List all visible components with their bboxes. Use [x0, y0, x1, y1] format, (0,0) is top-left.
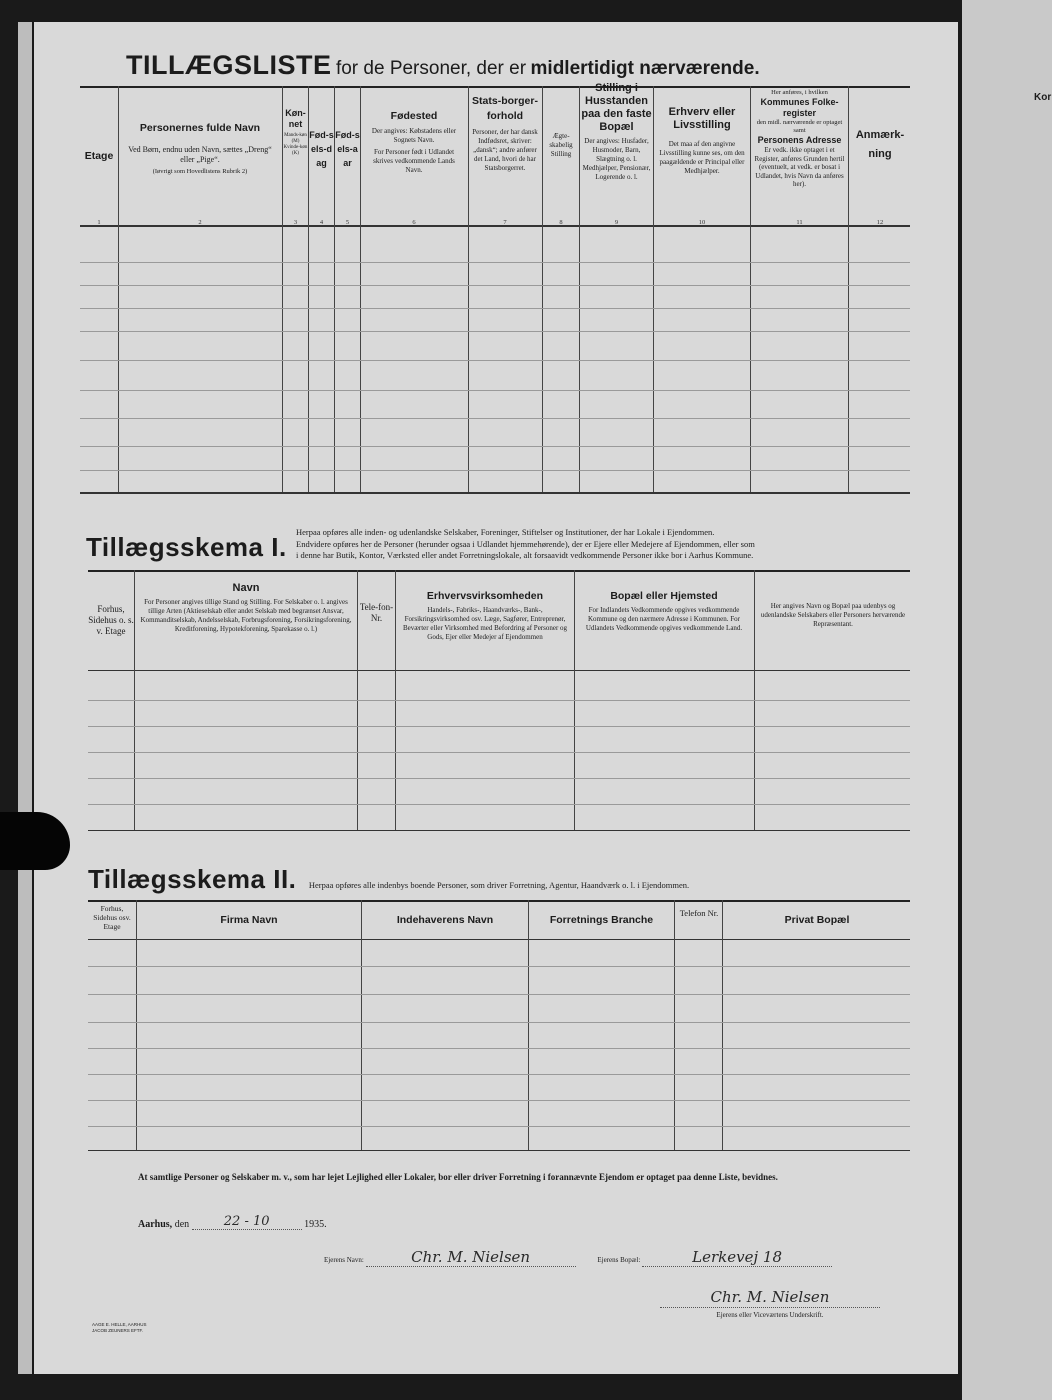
s1-col-floor-header: Forhus, Sidehus o. s. v. Etage: [88, 604, 134, 636]
col-birthday-header: Fød-sels-dag: [309, 130, 334, 168]
s1-col-representative-header: Her angives Navn og Bopæl paa udenbys og udenlandske Selskabers eller Personers herværende Repræsentant.: [760, 602, 906, 628]
date-line: Aarhus, den 22 - 10 1935.: [138, 1214, 327, 1230]
col-number: 1: [97, 219, 101, 226]
adjacent-page: [962, 0, 1052, 1400]
page-title: TILLÆGSLISTE for de Personer, der er midlertidigt nærværende.: [126, 50, 760, 80]
col-number: 10: [698, 219, 706, 226]
adjacent-page-header: Kor: [1034, 92, 1052, 103]
s2-col-owner-header: Indehaverens Navn: [396, 914, 494, 926]
col-number: 4: [319, 219, 324, 226]
col-number: 7: [503, 219, 507, 226]
col-remarks-header: Anmærk-ning: [855, 129, 905, 160]
signature-handwritten: Chr. M. Nielsen: [710, 1288, 830, 1306]
col-number: 3: [293, 219, 298, 226]
printer-imprint: AAGE E. HELLE, AARHUS JACOB ZEUNERS EFTF.: [92, 1322, 147, 1333]
skema1-title: Tillægsskema I.: [86, 532, 287, 562]
skema1-intro: Herpaa opføres alle inden- og udenlandske Selskaber, Foreninger, Stiftelser og Institutioner, der har Lokale i Ejendommen. Endvidere opføres her de Personer (herunder ogsaa i Udlandet hjemmehørende), der er Ejere eller Medejere af Ejendommen, eller som i denne har Butik, Kontor, Værksted eller andet Forretningslokale, alt forsaavidt vedkommende Personer ikke bor i Aarhus Kommune.: [296, 527, 755, 560]
col-number: 9: [614, 219, 619, 226]
attestation-statement: At samtlige Personer og Selskaber m. v., som har lejet Lejlighed eller Lokaler, bor eller driver Forretning i forannævnte Ejendom er optaget paa denne Liste, bevidnes.: [138, 1172, 778, 1182]
s2-col-private-residence-header: Privat Bopæl: [784, 914, 850, 926]
owner-name-handwritten: Chr. M. Nielsen: [411, 1248, 531, 1266]
s2-col-branch-header: Forretnings Branche: [549, 914, 654, 926]
col-name-header: Personernes fulde Navn Ved Børn, endnu uden Navn, sættes „Dreng“ eller „Pige“. (Iøvrigt som Hovedlistens Rubrik 2): [128, 122, 272, 175]
s1-col-phone-header: Tele-fon-Nr.: [359, 602, 394, 623]
col-household-header: Stilling i Husstanden paa den faste Bopæl Der angives: Husfader, Husmoder, Barn, Slægtning o. l. Medhjælper, Pensionær, Logerende o. l.: [581, 82, 652, 181]
s2-col-firm-header: Firma Navn: [220, 914, 278, 926]
col-number: 5: [345, 219, 350, 226]
col-citizenship-header: Stats-borger-forhold Personer, der har dansk Indfødsret, skriver: „dansk“; andre anfører det Land, hvori de har Statsborgerret.: [472, 95, 538, 172]
col-marital-header: Ægte-skabelig Stilling: [549, 132, 573, 158]
skema2-heading: Tillægsskema II. Herpaa opføres alle indenbys boende Personer, som driver Forretning, Agentur, Haandværk o. l. i Ejendommen.: [88, 864, 690, 894]
s2-col-phone-header: Telefon Nr.: [679, 908, 719, 918]
s2-col-floor-header: Forhus, Sidehus osv. Etage: [93, 904, 131, 931]
col-etage-header: Etage: [84, 150, 114, 162]
col-number: 12: [876, 219, 884, 226]
col-birthplace-header: Fødested Der angives: Købstadens eller Sognets Navn. For Personer født i Udlandet skrives vedkommende Lands Navn.: [371, 110, 457, 174]
s1-col-business-header: Erhvervsvirksomheden Handels-, Fabriks-, Haandværks-, Bank-, Forsikringsvirksomhed osv. Læge, Sagfører, Entreprenør, Beværter eller Virksomhed med Befordring af Personer og Gods, Ejer eller Medejer af Ejendommen: [402, 590, 568, 641]
col-number: 11: [796, 219, 803, 226]
signature-block: [660, 1288, 880, 1319]
page-edge: [18, 22, 32, 1374]
col-number: 2: [198, 219, 202, 226]
col-number: 8: [559, 219, 563, 226]
signature-label: Ejerens eller Viceværtens Underskrift.: [716, 1311, 824, 1319]
owner-line: Ejerens Navn: Chr. M. Nielsen Ejerens Bopæl: Lerkevej 18: [324, 1248, 832, 1267]
col-sex-header: Køn-net Mands-køn (M) Kvinde-køn (K): [283, 108, 308, 156]
col-register-header: Her anføres, i hvilken Kommunes Folke-register den midl. nærværende er optaget samt Personens Adresse Er vedk. ikke optaget i et Register, anføres Grunden hertil (eventuelt, at vedk. er bosat i Udlandet, hvis Navn da anføres her).: [754, 89, 845, 188]
col-number: 6: [412, 219, 416, 226]
col-birthyear-header: Fød-sels-aar: [335, 130, 360, 168]
s1-col-name-header: Navn For Personer angives tillige Stand og Stilling. For Selskaber o. l. angives tillige Arten (Aktieselskab eller andet Selskab med begrænset Ansvar, Kommanditselskab, Andelsselskab, Forbrugsforening, Forsikringsforening, Kreditforening, Hypotekforening, Sparekasse o. l.): [140, 582, 352, 633]
col-occupation-header: Erhverv eller Livsstilling Det maa af den angivne Livsstilling kunne ses, om den paagældende er Principal eller Medhjælper.: [659, 106, 745, 175]
form-page: [34, 22, 958, 1374]
owner-address-handwritten: Lerkevej 18: [692, 1248, 782, 1266]
thumb: [0, 812, 70, 870]
s1-col-residence-header: Bopæl eller Hjemsted For Indlandets Vedkommende opgives vedkommende Kommune og den nærmere Adresse i Kommunen. For Udlandets Vedkommende opgives vedkommende Land.: [585, 590, 743, 632]
date-handwritten: 22 - 10: [223, 1214, 270, 1229]
